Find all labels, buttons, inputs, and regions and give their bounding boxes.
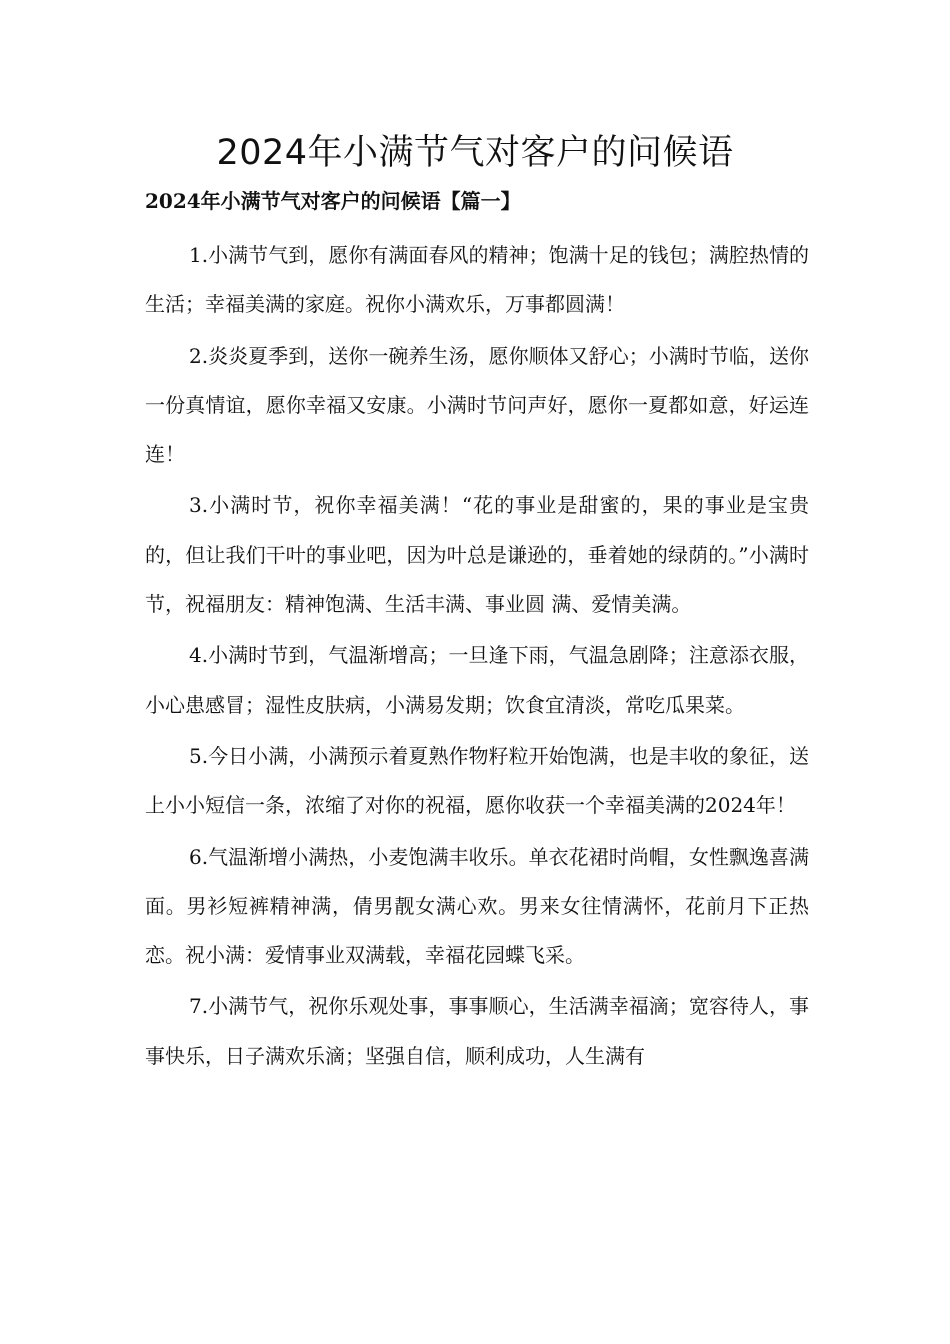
section-heading: 2024年小满节气对客户的问候语【篇一】 [145,189,521,213]
document-title: 2024年小满节气对客户的问候语 [216,133,734,173]
paragraph-1: 1.小满节气到，愿你有满面春风的精神；饱满十足的钱包；满腔热情的生活；幸福美满的家庭。祝你小满欢乐，万事都圆满！ [145,243,809,317]
paragraph-2: 2.炎炎夏季到，送你一碗养生汤，愿你顺体又舒心；小满时节临，送你一份真情谊，愿你幸福又安康。小满时节问声好，愿你一夏都如意，好运连连！ [145,343,809,467]
paragraph-7: 7.小满节气，祝你乐观处事，事事顺心，生活满幸福滴；宽容待人，事事快乐，日子满欢乐滴；坚强自信，顺利成功，人生满有 [145,994,809,1068]
paragraph-4: 4.小满时节到，气温渐增高；一旦逢下雨，气温急剧降；注意添衣服，小心患感冒；湿性皮肤病，小满易发期；饮食宜清淡，常吃瓜果菜。 [145,643,809,717]
document-body [145,231,809,1083]
paragraph-5: 5.今日小满，小满预示着夏熟作物籽粒开始饱满，也是丰收的象征，送上小小短信一条，浓缩了对你的祝福，愿你收获一个幸福美满的2024年！ [145,743,809,818]
paragraph-3: 3.小满时节，祝你幸福美满！“花的事业是甜蜜的，果的事业是宝贵的，但让我们干叶的事业吧，因为叶总是谦逊的，垂着她的绿荫的。”小满时节，祝福朋友：精神饱满、生活丰满、事业圆 满、爱情美满。 [145,493,809,617]
paragraph-6: 6.气温渐增小满热，小麦饱满丰收乐。单衣花裙时尚帽，女性飘逸喜满面。男衫短裤精神满，倩男靓女满心欢。男来女往情满怀，花前月下正热恋。祝小满：爱情事业双满载，幸福花园蝶飞采。 [145,844,809,968]
